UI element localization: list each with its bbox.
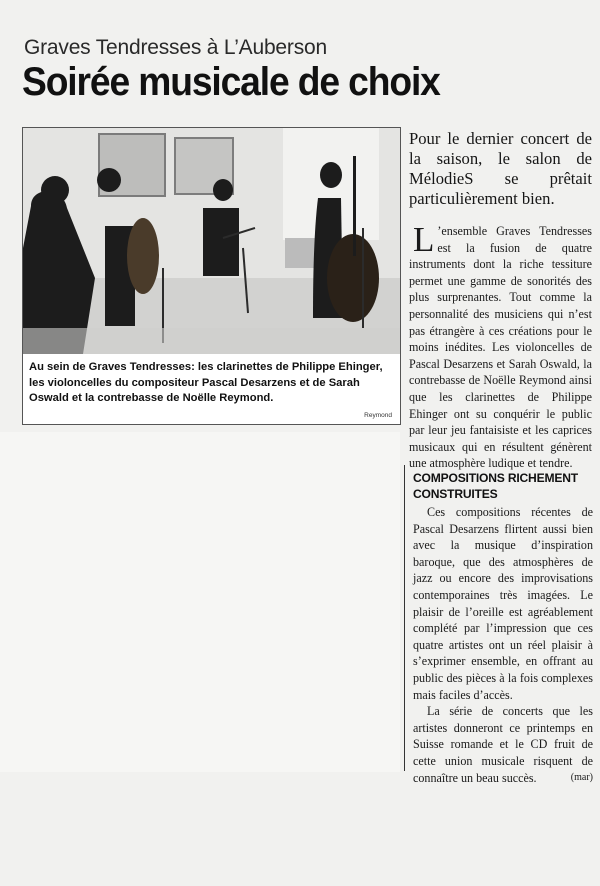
photo-box bbox=[22, 127, 401, 425]
drop-cap: L bbox=[413, 220, 435, 259]
blank-area bbox=[0, 432, 400, 772]
lead-column bbox=[409, 129, 592, 472]
article-headline: Soirée musicale de choix bbox=[22, 60, 440, 104]
paragraph-3 bbox=[413, 703, 593, 786]
paragraph-2: Ces compositions récentes de Pascal Desarzens flirtent aussi bien avec la musique d’inspiration baroque, que des atmosphères de jazz ou encore des improvisations contemporaines très imagées. Le plaisir de l’oreille est agréablement complété par l’impression que ces quatre artistes ont un réel plaisir à s’exprimer ensemble, en offrant au public des pièces à la fois complexes mais faciles d’accès. bbox=[413, 505, 593, 702]
ensemble-photo bbox=[23, 128, 400, 354]
paragraph-1: ’ensemble Graves Tendresses est la fusion de quatre instruments dont la riche tessiture permet une gamme de sonorités des plus surprenantes. Tout comme la personnalité des musiciens qui n’est pas étrangère à ces créations pour le moins inédites. Les violoncelles de Pascal Desarzens et Sarah Oswald, la contrebasse de Noëlle Reymond ainsi que les clarinettes de Philippe Ehinger ont su conquérir le public par leur jeu fantaisiste et les caprices musicaux qui en résultent génèrent une atmosphère ludique et tendre. bbox=[409, 224, 592, 471]
paragraph-3-text: La série de concerts que les artistes donneront ce printemps en Suisse romande et le CD fruit de cette union musicale risquent de connaître un beau succès. bbox=[413, 704, 593, 785]
author-signature: (mar) bbox=[570, 771, 593, 783]
section-subhead: COMPOSITIONS RICHEMENT CONSTRUITES bbox=[413, 471, 578, 501]
article-kicker: Graves Tendresses à L’Auberson bbox=[24, 36, 327, 59]
paragraph-1-block bbox=[409, 220, 592, 472]
photo-credit: Reymond bbox=[364, 412, 392, 419]
section-column bbox=[413, 504, 593, 786]
article-chapo: Pour le dernier concert de la saison, le salon de MélodieS se prêtait particulièrement bien. bbox=[409, 129, 592, 208]
photo-caption: Au sein de Graves Tendresses: les clarinettes de Philippe Ehinger, les violoncelles du compositeur Pascal Desarzens et de Sarah Oswald et la contrebasse de Noëlle Reymond. bbox=[29, 361, 383, 404]
